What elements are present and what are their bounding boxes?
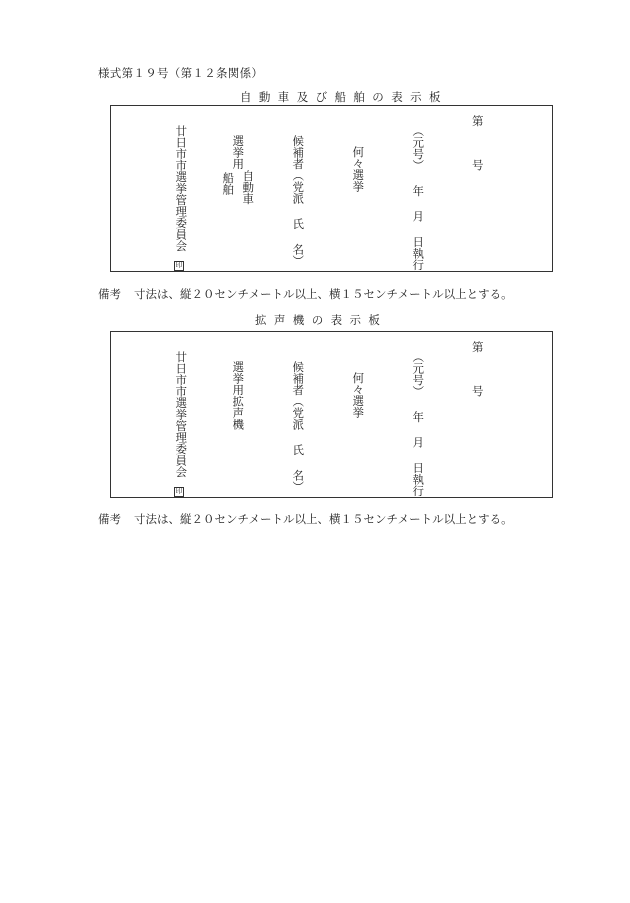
election-date: （元号） 年 月 日執行 [411,351,426,497]
committee-column [174,351,187,497]
usage-vehicle: 自動車 [241,170,256,205]
number-prefix: 第 [472,114,484,128]
committee-column [174,125,187,271]
number-suffix: 号 [472,384,484,398]
candidate-name-line: 候補者（党派 氏 名） [291,135,306,267]
committee-name: 廿日市市選挙管理委員会 [174,351,189,478]
election-name: 何々選挙 [351,372,366,418]
note2-text: 寸法は、縦２０センチメートル以上、横１５センチメートル以上とする。 [134,512,513,526]
number-prefix: 第 [472,340,484,354]
seal-mark: 印 [175,260,183,269]
seal-mark: 印 [175,486,183,495]
note1-text: 寸法は、縦２０センチメートル以上、横１５センチメートル以上とする。 [134,287,513,301]
committee-name: 廿日市市選挙管理委員会 [174,125,189,252]
loudspeaker-display-board [110,331,553,498]
section2-title: 拡声機の表示板 [255,313,388,327]
note2 [98,511,513,527]
vehicle-ship-display-board [110,105,553,272]
usage-label: 選挙用拡声機 [231,361,246,430]
note1 [98,286,513,302]
election-name: 何々選挙 [351,146,366,192]
note1-label: 備考 [98,287,121,301]
candidate-name-line: 候補者（党派 氏 名） [291,361,306,493]
number-suffix: 号 [472,158,484,172]
usage-label: 選挙用 [231,135,246,170]
section1-title: 自動車及び船舶の表示板 [240,90,448,104]
usage-ship: 船舶 [221,172,236,195]
note2-label: 備考 [98,512,121,526]
election-date: （元号） 年 月 日執行 [411,125,426,271]
form-number-label: 様式第１９号（第１２条関係） [98,66,264,80]
